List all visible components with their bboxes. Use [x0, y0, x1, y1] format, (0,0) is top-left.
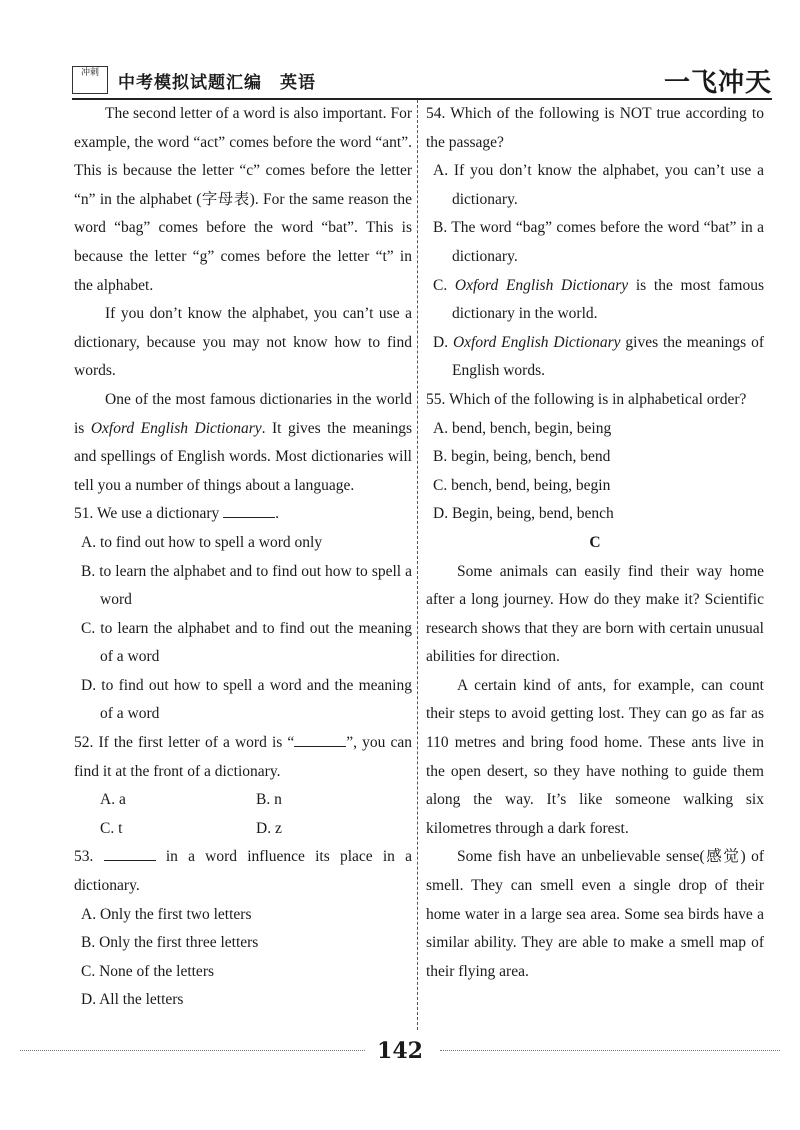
section-heading: C — [589, 533, 601, 551]
option: B. begin, being, bench, bend — [433, 448, 611, 466]
question-text: 52. If the first letter of a word is “ — [74, 734, 295, 752]
passage-paragraph: Some animals can easily find their way home after a long journey. How do they make it? Scientific research shows that they are born with certain unusual abilities for direction. — [426, 562, 764, 666]
answer-blank — [294, 732, 346, 747]
answer-blank — [223, 503, 275, 518]
option: B. n — [256, 791, 282, 809]
dictionary-title: Oxford English Dictionary — [454, 276, 629, 294]
left-column — [74, 100, 412, 1015]
dictionary-title: Oxford English Dictionary — [90, 419, 262, 437]
option: D. All the letters — [81, 991, 184, 1009]
option — [426, 272, 764, 329]
option: C. t — [100, 819, 123, 837]
question-55: 55. Which of the following is in alphabetical order? — [426, 390, 747, 408]
text-run: C. — [433, 276, 455, 294]
option: A. If you don’t know the alphabet, you can’t use a dictionary. — [433, 162, 764, 208]
column-divider — [417, 100, 418, 1030]
passage-paragraph — [74, 386, 412, 500]
option-row — [74, 815, 412, 844]
passage-paragraph: If you don’t know the alphabet, you can’t use a dictionary, because you may not know how to find words. — [74, 305, 412, 380]
question-number: 53. — [74, 848, 94, 866]
question-53 — [74, 843, 412, 900]
passage-paragraph: A certain kind of ants, for example, can count their steps to avoid getting lost. They can go as far as 110 metres and bring food home. These ants live in the open desert, so they have nothing to guide them along the way. It’s like someone walking six kilometres through a dark forest. — [426, 676, 764, 837]
option — [426, 329, 764, 386]
series-title: 中考模拟试题汇编 英语 — [118, 73, 316, 93]
option: D. to find out how to spell a word and the meaning of a word — [81, 676, 412, 723]
series-logo: 冲刺 — [72, 66, 108, 94]
page-header — [72, 62, 772, 100]
option: B. to learn the alphabet and to find out how to spell a word — [81, 562, 412, 609]
text-run: D. — [433, 333, 453, 351]
page-number: 142 — [377, 1038, 423, 1064]
right-column — [426, 100, 764, 986]
answer-blank — [104, 846, 156, 861]
brand-title: 一飞冲天 — [663, 68, 772, 98]
question-text: ”, you can find it at the front of a dictionary. — [74, 734, 412, 780]
option: B. Only the first three letters — [81, 934, 259, 952]
option: A. bend, bench, begin, being — [433, 419, 612, 437]
passage-paragraph: Some fish have an unbelievable sense(感觉) of smell. They can smell even a single drop of their home water in a large sea area. Some sea birds have a similar ability. They are able to make a smell map of their flying area. — [426, 848, 764, 980]
option: B. The word “bag” comes before the word “bat” in a dictionary. — [433, 219, 764, 265]
text-run: gives the meanings of English words. — [452, 333, 764, 380]
question-text: 51. We use a dictionary — [74, 505, 220, 523]
question-52 — [74, 729, 412, 786]
option: A. Only the first two letters — [81, 905, 252, 923]
option: D. z — [256, 819, 282, 837]
footer-rule-right — [440, 1050, 780, 1051]
option: C. to learn the alphabet and to find out the meaning of a word — [81, 619, 412, 666]
text-run: is the most famous dictionary in the world. — [452, 276, 764, 323]
text-run: One of the most famous dictionaries in the world is — [74, 390, 412, 437]
text-run: . It gives the meanings and spellings of English words. Most dictionaries will tell you a number of things about a language. — [74, 419, 412, 494]
passage-paragraph: The second letter of a word is also important. For example, the word “act” comes before the word “ant”. This is because the letter “c” comes before the letter “n” in the alphabet (字母表). For the same reason the word “bag” comes before the word “bat”. This is because the letter “g” comes before the letter “t” in the alphabet. — [74, 105, 412, 294]
question-51: 51. We use a dictionary . — [74, 505, 279, 523]
dictionary-title: Oxford English Dictionary — [452, 333, 621, 351]
option-row — [74, 786, 412, 815]
option: D. Begin, being, bend, bench — [433, 505, 614, 523]
option: A. to find out how to spell a word only — [81, 533, 323, 551]
option: A. a — [100, 791, 126, 809]
option: C. bench, bend, being, begin — [433, 476, 611, 494]
question-54: 54. Which of the following is NOT true according to the passage? — [426, 105, 764, 151]
question-text: in a word influence its place in a dictionary. — [74, 848, 413, 895]
option: C. None of the letters — [81, 962, 215, 980]
footer-rule-left — [20, 1050, 365, 1051]
